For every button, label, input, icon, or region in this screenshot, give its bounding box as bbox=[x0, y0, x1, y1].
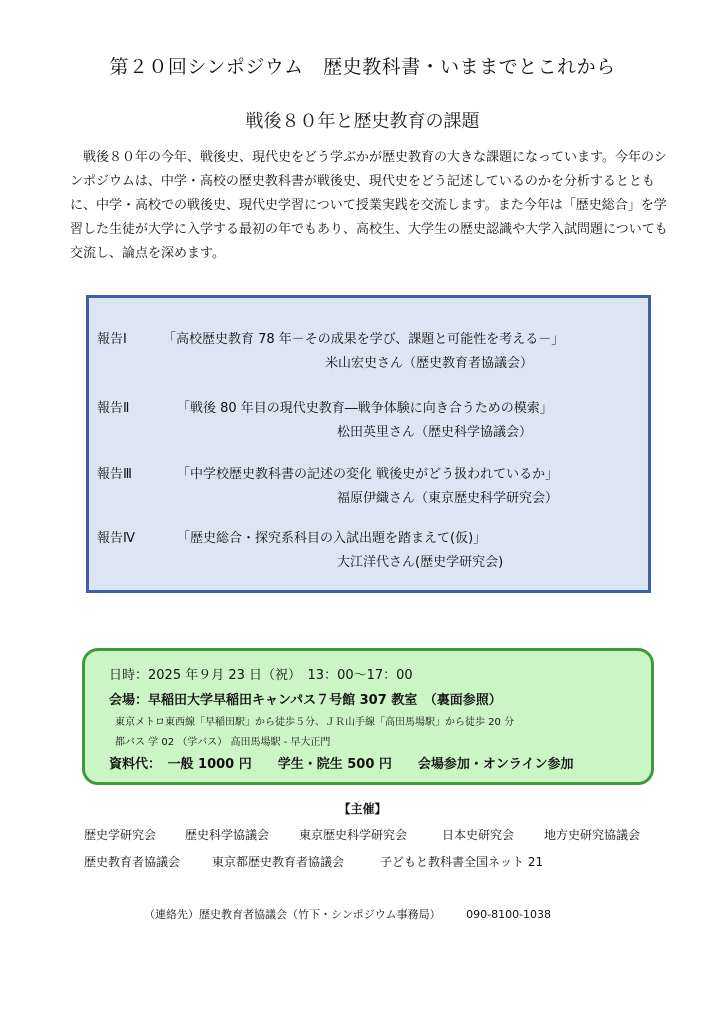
host-organization: 東京歴史科学研究会 bbox=[299, 828, 408, 842]
event-venue: 会場：早稲田大学早稲田キャンパス７号館 307 教室 （裏面参照） bbox=[109, 693, 502, 708]
event-info-box bbox=[82, 648, 654, 785]
host-organization: 東京都歴史教育者協議会 bbox=[212, 855, 345, 869]
contact-label: （連絡先）歴史教育者協議会（竹下・シンポジウム事務局） bbox=[144, 908, 441, 921]
report-label: 報告Ⅰ bbox=[97, 332, 127, 347]
page-title: 第２０回シンポジウム 歴史教科書・いままでとこれから bbox=[109, 56, 616, 78]
report-speaker: 福原伊織さん（東京歴史科学研究会） bbox=[337, 491, 559, 506]
host-organization: 歴史学研究会 bbox=[84, 828, 157, 842]
host-organization: 地方史研究協議会 bbox=[544, 828, 641, 842]
report-title: 「歴史総合・探究系科目の入試出題を踏まえて(仮)」 bbox=[177, 531, 487, 546]
host-organization: 子どもと教科書全国ネット 21 bbox=[380, 855, 544, 869]
report-label: 報告Ⅳ bbox=[97, 531, 135, 546]
reports-box bbox=[86, 295, 651, 593]
intro-section bbox=[70, 146, 670, 266]
event-date: 日時：2025 年９月 23 日（祝） 13：00～17：00 bbox=[109, 668, 413, 683]
report-label: 報告Ⅱ bbox=[97, 401, 130, 416]
page-subtitle: 戦後８０年と歴史教育の課題 bbox=[245, 111, 480, 132]
intro-paragraph: 戦後８０年の今年、戦後史、現代史をどう学ぶかが歴史教育の大きな課題になっています。今年のシンポジウムは、中学・高校の歴史教科書が戦後史、現代史をどう記述しているのかを分析するとともに、中学・高校での戦後史、現代史学習について授業実践を交流します。また今年は「歴史総合」を学習した生徒が大学に入学する最初の年でもあり、高校生、大学生の歴史認識や大学入試問題についても交流し、論点を深めます。 bbox=[70, 150, 668, 261]
access-train: 東京メトロ東西線「早稲田駅」から徒歩５分、ＪＲ山手線「高田馬場駅」から徒歩 20 分 bbox=[115, 717, 515, 728]
host-organization: 歴史科学協議会 bbox=[185, 828, 270, 842]
report-title: 「中学校歴史教科書の記述の変化 戦後史がどう扱われているか」 bbox=[177, 467, 559, 482]
contact-line bbox=[144, 906, 573, 922]
report-title: 「高校歴史教育 78 年－その成果を学び、課題と可能性を考える－」 bbox=[163, 332, 565, 347]
contact-phone: 090-8100-1038 bbox=[466, 908, 552, 921]
hosts-heading: 【主催】 bbox=[338, 802, 387, 816]
access-bus: 都バス 学 02 （学バス） 高田馬場駅 ‐ 早大正門 bbox=[115, 737, 331, 748]
host-organization: 日本史研究会 bbox=[442, 828, 515, 842]
report-speaker: 大江洋代さん(歴史学研究会) bbox=[337, 555, 504, 570]
report-title: 「戦後 80 年目の現代史教育―戦争体験に向き合うための模索」 bbox=[177, 401, 553, 416]
report-label: 報告Ⅲ bbox=[97, 467, 132, 482]
report-speaker: 松田英里さん（歴史科学協議会） bbox=[337, 425, 533, 440]
report-speaker: 米山宏史さん（歴史教育者協議会） bbox=[325, 356, 534, 371]
host-organization: 歴史教育者協議会 bbox=[84, 855, 181, 869]
event-fee: 資料代： 一般 1000 円 学生・院生 500 円 会場参加・オンライン参加 bbox=[109, 757, 574, 772]
